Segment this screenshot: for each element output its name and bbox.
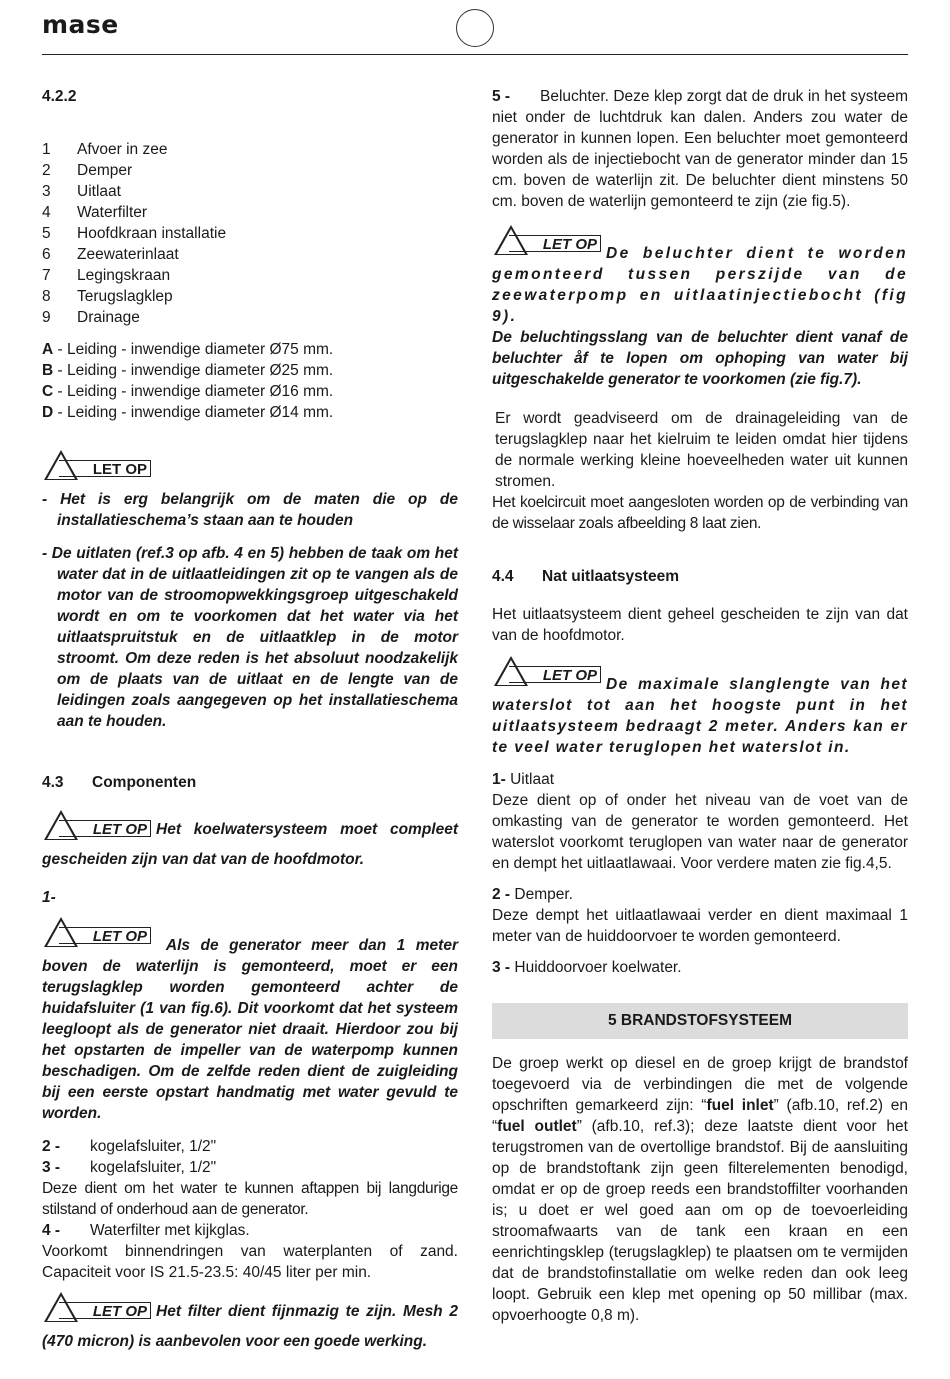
item-description: Voorkomt binnendringen van waterplanten of zand. Capaciteit voor IS 21.5-23.5: 40/45 liter per min. <box>42 1243 458 1281</box>
section-number: 4.2.2 <box>42 88 77 105</box>
left-column <box>42 86 458 1357</box>
parts-list <box>42 139 458 328</box>
list-item: 6 Zeewaterinlaat <box>42 246 179 263</box>
paragraph: De groep werkt op diesel en de groep krijgt de brandstof toegevoerd via de verbindingen die met de volgende opschriften gemarkeerd zijn: “fuel inlet” (afb.10, ref.2) en “fuel outlet” (afb.10, ref.3); deze laatste dient voor het terugstromen van de overtollige brandstof. Bij de aansluiting op de brandstoftank zijn geen filterelementen benodigd, omdat er op de groep reeds een brandstoffilter voorhanden is; u doet er wel goed aan om op de toevoerleiding stroomafwaarts van de tank een kraan en een eenrichtingsklep (terugslagklep) te plaatsen om te vermijden dat de brandstofinstallatie om welke reden dan ook leeg loopt. Gebruik een klep met opening op 50 millibar (max. opvoerhoogte 0,8 m). <box>492 1055 909 1324</box>
list-item: B - Leiding - inwendige diameter Ø25 mm. <box>42 362 334 379</box>
list-item: D - Leiding - inwendige diameter Ø14 mm. <box>42 404 334 421</box>
list-item: C - Leiding - inwendige diameter Ø16 mm. <box>42 383 334 400</box>
item-description: Deze dempt het uitlaatlawaai verder en dient maximaal 1 meter van de huiddoorvoer te worden gemonteerd. <box>492 907 908 945</box>
warning-text: LET OP De beluchter dient te worden gemonteerd tussen perszijde van de zeewaterpomp en uitlaatinjectiebocht (fig 9). <box>492 232 908 327</box>
right-column <box>492 86 908 1326</box>
brand-logo: mase <box>42 10 119 39</box>
warning-text: LET OP Het koelwatersysteem moet compleet gescheiden zijn van dat van de hoofdmotor. <box>42 815 458 875</box>
warning-text: - De uitlaten (ref.3 op afb. 4 en 5) hebben de taak om het water dat in de uitlaatleidingen zit op te vangen als de motor van de stroomopwekkingsgroep uitgeschakeld wordt en om te voorkomen dat het water via het uitlaatspruitstuk en de uitlaatklep in de motor stroomt. Om deze reden is het absoluut noodzakelijk om de plaats van de uitlaat en de lengte van de leidingen zoals aangegeven op het installatieschema aan te houden. <box>42 545 458 730</box>
warning-icon: LET OP <box>42 924 154 945</box>
list-item: 1- Uitlaat <box>492 771 555 788</box>
page-number-circle <box>456 9 494 47</box>
warning-icon: LET OP <box>492 663 604 684</box>
list-item: 2 - Demper. <box>492 886 573 903</box>
page-header <box>42 10 908 55</box>
paragraph: Het uitlaatsysteem dient geheel gescheiden te zijn van dat van de hoofdmotor. <box>492 606 908 644</box>
paragraph: Het koelcircuit moet aangesloten worden op de verbinding van de wisselaar zoals afbeelding 8 laat zien. <box>492 494 908 532</box>
list-item: 8 Terugslagklep <box>42 288 173 305</box>
warning-text: - Het is erg belangrijk om de maten die op de installatieschema’s staan aan te houden <box>42 491 458 529</box>
warning-icon: LET OP <box>42 1299 154 1320</box>
list-item: 2 Demper <box>42 162 133 179</box>
item-description: Deze dient op of onder het niveau van de voet van de omkasting van de generator te worden gemonteerd. Het waterslot voorkomt teruglopen van water naar de generator en dempt het uitlaatlawaai. Voor verdere maten zie fig.4,5. <box>492 792 908 872</box>
warning-icon: LET OP <box>42 817 154 838</box>
list-item: 4 - Waterfilter met kijkglas. <box>42 1222 250 1239</box>
section-banner: 5 BRANDSTOFSYSTEEM <box>492 1003 908 1039</box>
paragraph: Er wordt geadviseerd om de drainageleiding van de terugslagklep naar het kielruim te leiden omdat hier tijdens de normale werking kleine hoeveelheden water uit kunnen stromen. <box>495 410 908 490</box>
item-label: 1- <box>42 889 56 906</box>
warning-text: LET OP Als de generator meer dan 1 meter boven de waterlijn is gemonteerd, moet er een terugslagklep worden gemonteerd achter de huidafsluiter (1 van fig.6). Dit voorkomt dat het systeem leegloopt als de generator niet draait. Hierdoor zou bij het opstarten de impeller van de waterpomp kunnen beschadigen. Om de zelfde reden dient de zuigleiding bij een eerste opstart handmatig met water gevuld te worden. <box>42 924 458 1124</box>
list-item: 3 Uitlaat <box>42 183 121 200</box>
list-item: 1 Afvoer in zee <box>42 141 168 158</box>
list-item: 7 Legingskraan <box>42 267 171 284</box>
warning-icon: LET OP <box>492 232 604 253</box>
warning-text: De beluchtingsslang van de beluchter dient vanaf de beluchter åf te lopen om ophoping van water bij uitgeschakelde generator te voorkomen (zie fig.7). <box>492 329 908 388</box>
list-item: 3 - kogelafsluiter, 1/2" <box>42 1159 217 1176</box>
warning-text: LET OP Het filter dient fijnmazig te zijn. Mesh 2 (470 micron) is aanbevolen voor een goede werking. <box>42 1297 458 1357</box>
list-item: 4 Waterfilter <box>42 204 148 221</box>
list-item: 5 Hoofdkraan installatie <box>42 225 227 242</box>
pipe-list <box>42 339 458 423</box>
item-description: Deze dient om het water te kunnen aftappen bij langdurige stilstand of onderhoud aan de generator. <box>42 1180 458 1218</box>
warning-block <box>42 457 458 480</box>
item-description: 5 - Beluchter. Deze klep zorgt dat de druk in het systeem niet onder de luchtdruk kan dalen. Anders zou water de generator in kunnen lopen. Een beluchter moet gemonteerd worden als de injectiebocht van de generator minder dan 15 cm. boven de waterlijn zit. De beluchter dient minstens 50 cm. boven de waterlijn gemonteerd te zijn (zie fig.5). <box>492 88 908 210</box>
section-heading: 4.3 Componenten <box>42 774 197 791</box>
list-item: 2 - kogelafsluiter, 1/2" <box>42 1138 217 1155</box>
warning-text: LET OP De maximale slanglengte van het waterslot tot aan het hoogste punt in het uitlaatsysteem bedraagt 2 meter. Anders kan er te veel water teruglopen het waterslot in. <box>492 663 908 758</box>
warning-icon: LET OP <box>42 457 154 478</box>
list-item: A - Leiding - inwendige diameter Ø75 mm. <box>42 341 334 358</box>
list-item: 3 - Huiddoorvoer koelwater. <box>492 959 682 976</box>
section-heading: 4.4 Nat uitlaatsysteem <box>492 568 679 585</box>
list-item: 9 Drainage <box>42 309 140 326</box>
